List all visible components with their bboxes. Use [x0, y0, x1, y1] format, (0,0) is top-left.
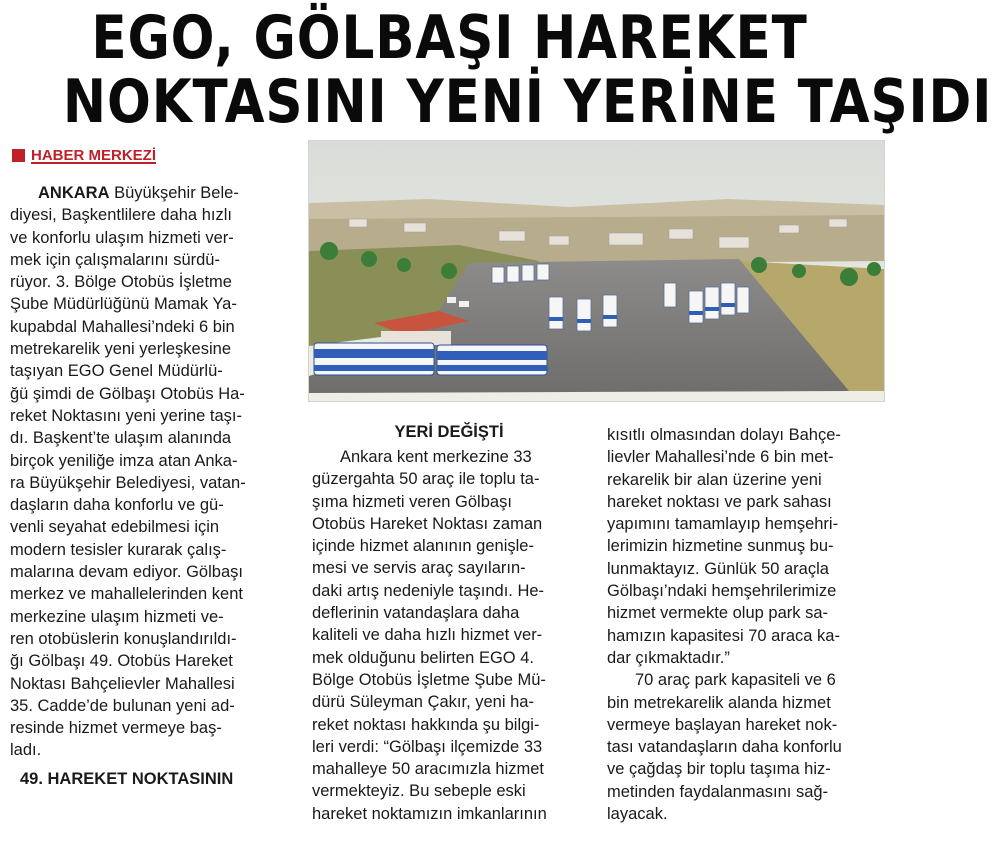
line: merkez ve mahallelerinden kent [10, 585, 243, 604]
headline [62, 3, 992, 137]
line: taşıyan EGO Genel Müdürlü- [10, 362, 223, 381]
line: ra Büyükşehir Belediyesi, vatan- [10, 473, 246, 492]
line: ğı Gölbaşı 49. Otobüs Hareket [10, 652, 233, 671]
line: ve konforlu ulaşım hizmeti ver- [10, 228, 234, 247]
car [459, 301, 469, 307]
line: resinde hizmet vermeye baş- [10, 719, 222, 738]
line: şıma hizmeti veren Gölbaşı [312, 492, 512, 511]
headline-line-2: NOKTASINI YENİ YERİNE TAŞIDI [62, 67, 992, 137]
line: deflerinin vatandaşlara daha [312, 604, 520, 623]
line: dar çıkmaktadır.” [607, 648, 730, 667]
line: bin metrekarelik alanda hizmet [607, 693, 831, 712]
subhead-col2: YERİ DEĞİŞTİ [394, 423, 504, 441]
headline-line-1: EGO, GÖLBAŞI HAREKET [91, 3, 808, 73]
line: layacak. [607, 805, 668, 824]
line: rekarelik bir alan üzerine yeni [607, 470, 822, 489]
line: birçok yeniliğe imza atan Anka- [10, 451, 238, 470]
line: lunmaktayız. Günlük 50 araçla [607, 559, 829, 578]
line: hareket noktamızın imkanlarının [312, 804, 547, 823]
line: Ankara kent merkezine 33 [340, 448, 532, 466]
line: ren otobüslerin konuşlandırıldı- [10, 629, 237, 648]
foreground-buses [314, 343, 547, 375]
photo-illustration [309, 141, 884, 401]
line: merkezine ulaşım hizmeti ve- [10, 607, 224, 626]
line: Şube Müdürlüğünü Mamak Ya- [10, 295, 237, 314]
line: modern tesisler kurarak çalış- [10, 540, 227, 559]
line: daşların daha konforlu ve gü- [10, 496, 224, 515]
line: hamızın kapasitesi 70 araca ka- [607, 626, 840, 645]
bus-depot-photo [309, 141, 884, 401]
paragraph-col3-b [607, 669, 883, 825]
line: mek için çalışmalarını sürdü- [10, 250, 220, 269]
line: Noktası Bahçelievler Mahallesi [10, 674, 235, 693]
line: malarına devam ediyor. Gölbaşı [10, 563, 243, 582]
line: metinden faydalanmasını sağ- [607, 782, 829, 801]
paragraph-col3-a [607, 424, 883, 669]
line: diyesi, Başkentlilere daha hızlı [10, 206, 232, 225]
line: ve çağdaş bir toplu taşıma hiz- [607, 760, 831, 779]
line: Gölbaşı’ndaki hemşehrilerimize [607, 582, 837, 601]
line: kupabdal Mahallesi’ndeki 6 bin [10, 317, 235, 336]
line: mesi ve servis araç sayıların- [312, 559, 526, 578]
line: venli seyahat edebilmesi için [10, 518, 220, 537]
line: kısıtlı olmasından dolayı Bahçe- [607, 426, 841, 444]
byline [12, 144, 156, 166]
line: tası vatandaşların daha konforlu [607, 738, 842, 757]
line: kaliteli ve daha hızlı hizmet ver- [312, 626, 543, 645]
line: 70 araç park kapasiteli ve 6 [635, 671, 836, 690]
subhead-col1: 49. HAREKET NOKTASININ [20, 769, 234, 788]
column-3 [607, 424, 883, 825]
line: hareket noktası ve park sahası [607, 492, 832, 511]
line: mek olduğunu belirten EGO 4. [312, 648, 534, 667]
paragraph-col2 [312, 446, 586, 825]
line: dürü Süleyman Çakır, yeni ha- [312, 693, 534, 712]
lead-word: ANKARA [38, 184, 110, 202]
line: ğü şimdi de Gölbaşı Otobüs Ha- [10, 384, 245, 403]
line: hizmet vermekte olup park sa- [607, 604, 829, 623]
column-2 [312, 423, 586, 825]
line: mahalleye 50 aracımızla hizmet [312, 760, 545, 779]
line: Bölge Otobüs İşletme Şube Mü- [312, 670, 546, 689]
line: daki artış nedeniyle taşındı. He- [312, 581, 545, 600]
column-1 [10, 182, 276, 790]
red-square-icon [12, 149, 25, 162]
line: leri verdi: “Gölbaşı ilçemizde 33 [312, 737, 543, 756]
line: metrekarelik yeni yerleşkesine [10, 340, 232, 359]
line: güzergahta 50 araç ile toplu ta- [312, 470, 540, 489]
line: vermekteyiz. Bu sebeple eski [312, 782, 526, 801]
paragraph-intro [10, 182, 276, 762]
line: dı. Başkent’te ulaşım alanında [10, 429, 232, 448]
line: yapımını tamamlayıp hemşehri- [607, 515, 839, 534]
line: Otobüs Hareket Noktası zaman [312, 514, 543, 533]
car [447, 297, 456, 303]
line: içinde hizmet alanının genişle- [312, 537, 534, 556]
line: rüyor. 3. Bölge Otobüs İşletme [10, 273, 232, 292]
line: reket Noktasını yeni yerine taşı- [10, 406, 243, 425]
line: 35. Cadde’de bulunan yeni ad- [10, 696, 235, 715]
line: Büyükşehir Bele- [114, 184, 239, 202]
line: vermeye başlayan hareket nok- [607, 715, 838, 734]
line: reket noktası hakkında şu bilgi- [312, 715, 540, 734]
byline-label: HABER MERKEZİ [31, 146, 157, 164]
line: ladı. [10, 741, 42, 760]
line: lievler Mahallesi’nde 6 bin met- [607, 448, 834, 467]
line: lerimizin hizmetine sunmuş bu- [607, 537, 834, 556]
